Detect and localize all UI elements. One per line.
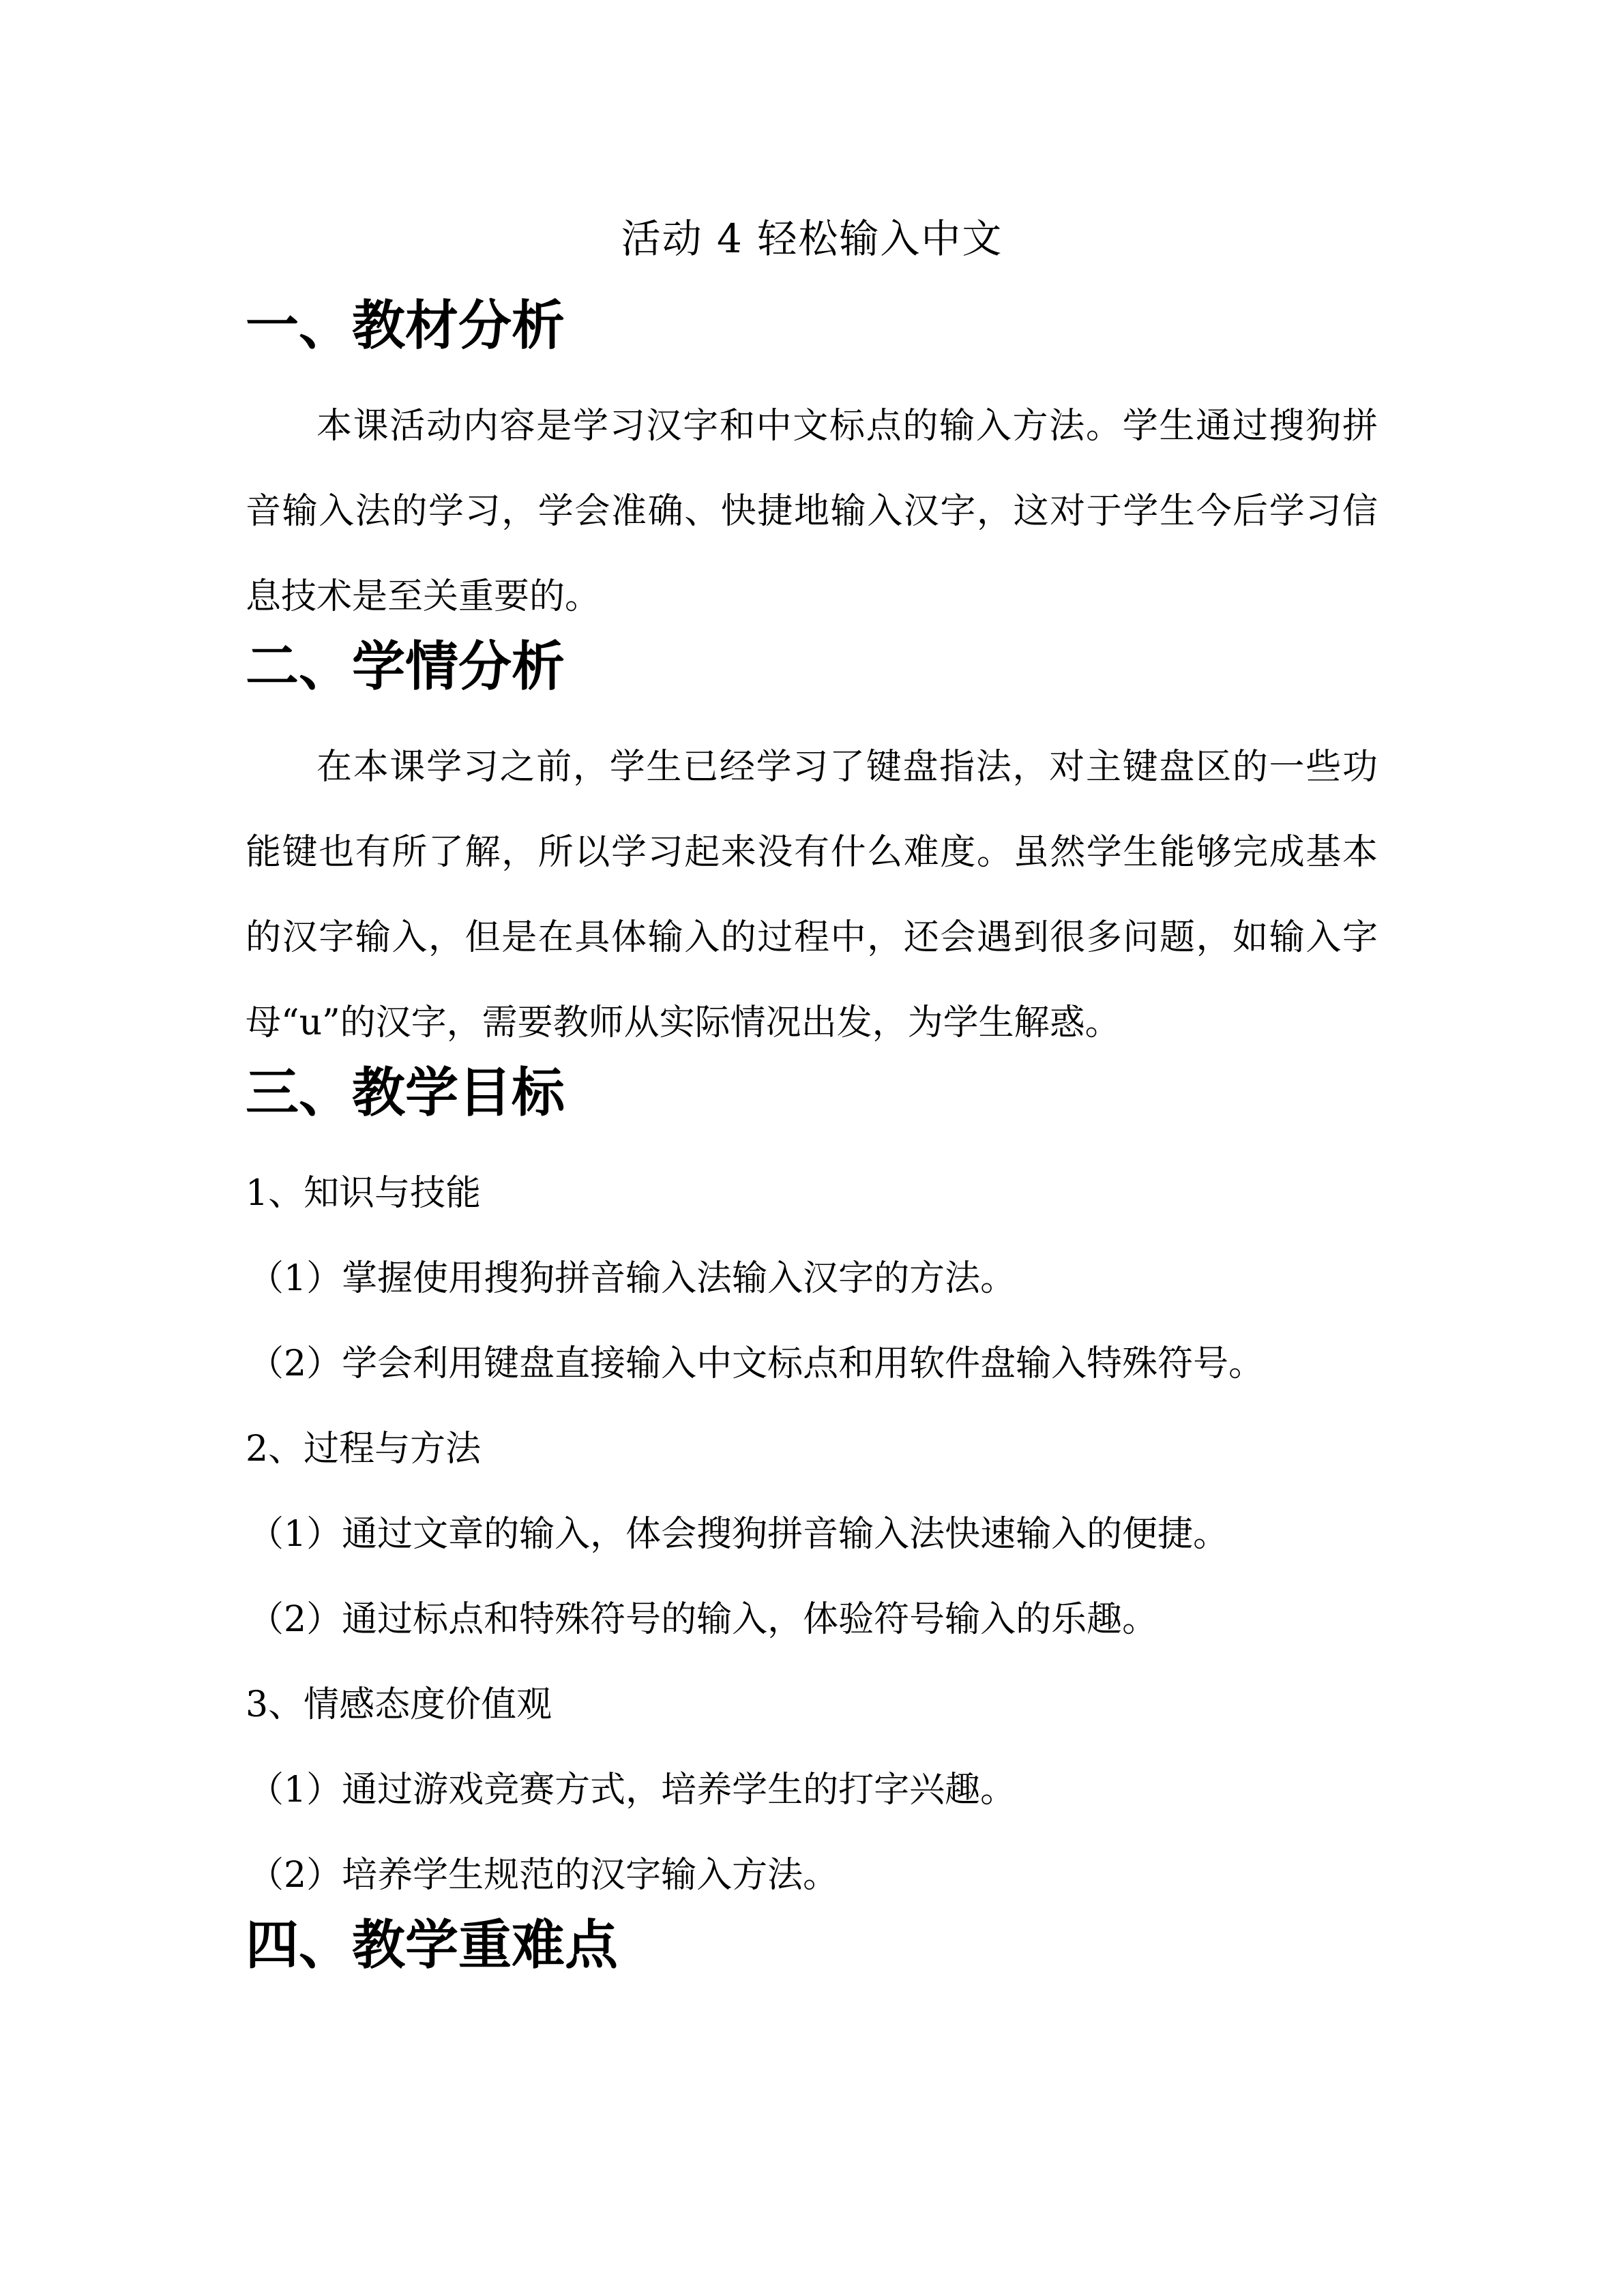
goal-heading-attitudes-values: 3、情感态度价值观 [246,1684,552,1725]
goal-heading-knowledge-skills: 1、知识与技能 [246,1173,482,1214]
document-body [246,295,1378,2003]
paragraph-student-analysis: 在本课学习之前，学生已经学习了键盘指法，对主键盘区的一些功能键也有所了解，所以学习起来没有什么难度。虽然学生能够完成基本的汉字输入，但是在具体输入的过程中，还会遇到很多问题，如输入字母“u”的汉字，需要教师从实际情况出发，为学生解惑。 [246,747,1378,1043]
section-heading-student-analysis: 二、学情分析 [246,636,565,698]
goal-item: （2）培养学生规范的汉字输入方法。 [248,1855,839,1896]
section-heading-teaching-goals: 三、教学目标 [246,1062,565,1124]
document-title: 活动 4 轻松输入中文 [621,215,1003,262]
goal-item: （2）学会利用键盘直接输入中文标点和用软件盘输入特殊符号。 [248,1343,1265,1384]
goal-heading-process-methods: 2、过程与方法 [246,1429,482,1470]
goal-item: （1）通过游戏竞赛方式，培养学生的打字兴趣。 [248,1770,1016,1810]
section-heading-textbook-analysis: 一、教材分析 [246,295,565,357]
goal-item: （1）通过文章的输入，体会搜狗拼音输入法快速输入的便捷。 [248,1514,1229,1555]
section-heading-key-difficulties: 四、教学重难点 [246,1915,619,1976]
goal-item: （1）掌握使用搜狗拼音输入法输入汉字的方法。 [248,1258,1016,1299]
paragraph-textbook-analysis: 本课活动内容是学习汉字和中文标点的输入方法。学生通过搜狗拼音输入法的学习，学会准确、快捷地输入汉字，这对于学生今后学习信息技术是至关重要的。 [246,406,1378,617]
goal-item: （2）通过标点和特殊符号的输入，体验符号输入的乐趣。 [248,1599,1158,1640]
